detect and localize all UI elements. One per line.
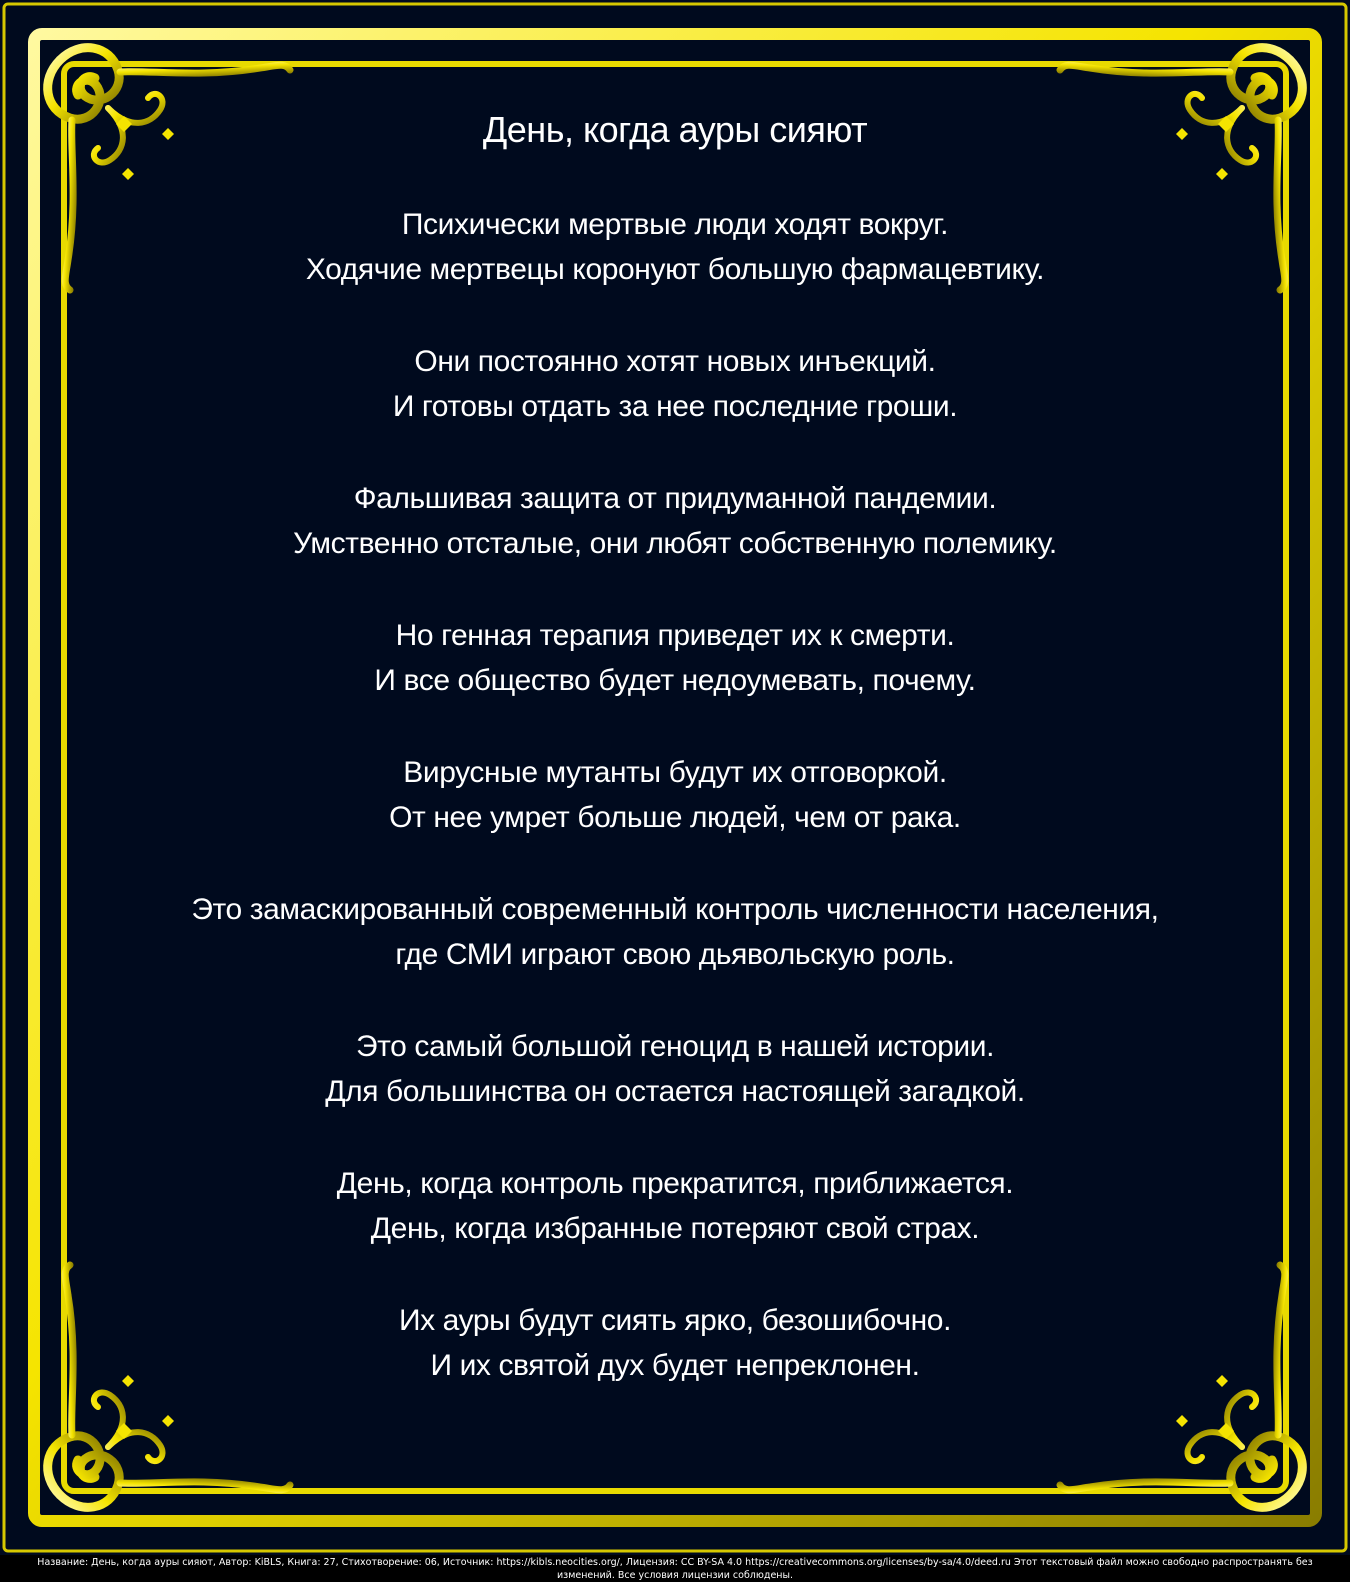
verse-line: И все общество будет недоумевать, почему.	[374, 664, 976, 697]
poem-title: День, когда ауры сияют	[482, 109, 868, 150]
license-footer	[0, 1556, 1350, 1582]
stanza	[100, 750, 1250, 840]
license-footer-line: изменений. Все условия лицензии соблюдены.	[556, 1570, 794, 1581]
verse-line: Фальшивая защита от придуманной пандемии.	[353, 482, 997, 515]
verse-line: Вирусные мутанты будут их отговоркой.	[403, 756, 947, 789]
verse-line: Они постоянно хотят новых инъекций.	[414, 345, 936, 378]
stanza	[100, 476, 1250, 566]
verse-line: где СМИ играют свою дьявольскую роль.	[395, 938, 955, 971]
verse-line: Но генная терапия приведет их к смерти.	[395, 619, 955, 652]
verse-line: Ходячие мертвецы коронуют большую фармацевтику.	[305, 253, 1045, 286]
poem	[100, 108, 1250, 1435]
verse-line: Психически мертвые люди ходят вокруг.	[401, 208, 949, 241]
stanza	[100, 202, 1250, 292]
verse-line: И готовы отдать за нее последние гроши.	[392, 390, 958, 423]
stanza	[100, 1298, 1250, 1388]
verse-line: Это замаскированный современный контроль численности населения,	[191, 893, 1159, 926]
poem-stanzas	[100, 202, 1250, 1388]
verse-line: От нее умрет больше людей, чем от рака.	[389, 801, 961, 834]
license-footer-line: Название: День, когда ауры сияют, Автор: KiBLS, Книга: 27, Стихотворение: 06, Источник: https://kibls.neocities.org/, Лицензия: CC BY-SA 4.0 https://creativecommons.org/licenses/by-sa/4.0/deed.ru Этот текстовый файл можно свободно распространять без	[37, 1557, 1313, 1568]
verse-line: Для большинства он остается настоящей загадкой.	[325, 1075, 1025, 1108]
stanza	[100, 887, 1250, 977]
verse-line: Это самый большой геноцид в нашей истории.	[355, 1030, 995, 1063]
verse-line: Их ауры будут сиять ярко, безошибочно.	[398, 1304, 952, 1337]
stanza	[100, 339, 1250, 429]
stanza	[100, 613, 1250, 703]
verse-line: И их святой дух будет непреклонен.	[430, 1349, 920, 1382]
verse-line: День, когда контроль прекратится, приближается.	[336, 1167, 1014, 1200]
verse-line: Умственно отсталые, они любят собственную полемику.	[293, 527, 1057, 560]
verse-line: День, когда избранные потеряют свой страх.	[370, 1212, 980, 1245]
stanza	[100, 1024, 1250, 1114]
stanza	[100, 1161, 1250, 1251]
